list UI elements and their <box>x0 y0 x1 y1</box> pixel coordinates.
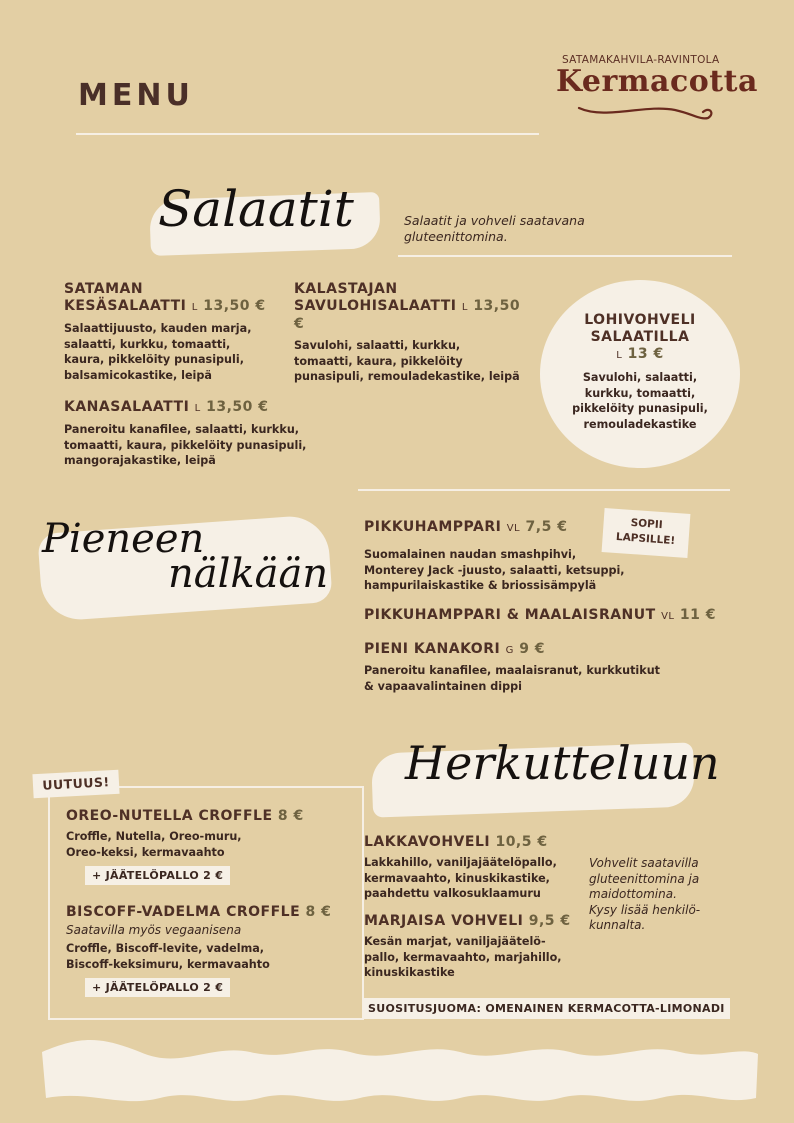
item-name: OREO-NUTELLA CROFFLE <box>66 808 273 824</box>
item-desc-line: Biscoff-keksimuru, kermavaahto <box>66 957 270 971</box>
menu-item-marjaisa-vohveli <box>364 913 584 981</box>
item-desc-line: Oreo-keksi, kermavaahto <box>66 845 225 859</box>
item-diet: L <box>461 302 468 313</box>
item-desc-line: punasipuli, remouladekastike, leipä <box>294 370 520 383</box>
addon-ice-cream-1: + JÄÄTELÖPALLO 2 € <box>85 866 230 885</box>
new-badge: UUTUUS! <box>32 770 119 798</box>
item-diet: L <box>194 403 201 414</box>
item-price: 13,50 € <box>294 298 521 332</box>
menu-item-lohivohveli-salaatilla <box>550 312 730 432</box>
item-desc-line: tomaatti, kaura, pikkelöity punasipuli, <box>64 438 307 452</box>
item-desc-line: Savulohi, salaatti, <box>582 371 698 384</box>
section-heading-pieneen: Pieneen <box>42 516 205 562</box>
item-name-line1: KALASTAJAN <box>294 281 398 297</box>
item-desc-line: paahdettu valkosuklaamuru <box>364 887 541 900</box>
menu-item-biscoff-vadelma-croffle <box>66 904 356 972</box>
item-name: PIKKUHAMPPARI <box>364 519 502 535</box>
item-desc-line: Paneroitu kanafilee, maalaisranut, kurkkutikut <box>364 664 661 677</box>
item-name: PIENI KANAKORI <box>364 641 501 657</box>
item-desc-line: kermavaahto, kinuskikastike, <box>364 871 550 885</box>
item-desc-line: kinuskikastike <box>364 966 455 979</box>
section-heading-nalkaan: nälkään <box>168 551 329 597</box>
note-line: gluteenittomina ja <box>589 871 700 886</box>
item-desc-line: balsamicokastike, leipä <box>64 368 212 382</box>
item-desc-line: pikkelöity punasipuli, <box>572 402 708 415</box>
note-line: kunnalta. <box>589 918 646 932</box>
vegan-note: Saatavilla myös vegaanisena <box>66 923 242 937</box>
item-desc-line: salaatti, kurkku, tomaatti, <box>64 337 231 351</box>
item-diet: L <box>191 302 198 313</box>
item-desc-line: Suomalainen naudan smashpihvi, <box>364 548 577 561</box>
header-divider <box>76 133 539 135</box>
item-name: MARJAISA VOHVELI <box>364 913 524 929</box>
item-price: 13,50 € <box>206 399 269 415</box>
item-name-line2: SAVULOHISALAATTI <box>294 298 457 314</box>
item-desc-line: Croffle, Nutella, Oreo-muru, <box>66 830 242 843</box>
note-line: Kysy lisää henkilö- <box>589 902 701 917</box>
section-heading-herkutteluun: Herkutteluun <box>405 736 720 790</box>
item-desc-line: Lakkahillo, vaniljajäätelöpallo, <box>364 856 557 869</box>
item-price: 8 € <box>305 904 332 920</box>
item-name: BISCOFF-VADELMA CROFFLE <box>66 904 301 920</box>
item-price: 7,5 € <box>525 519 568 535</box>
item-price: 13,50 € <box>203 298 266 314</box>
item-diet: G <box>505 645 514 656</box>
item-desc-line: Monterey Jack -juusto, salaatti, ketsuppi, <box>364 563 625 577</box>
menu-item-sataman-kesasalaatti <box>64 281 294 383</box>
menu-item-kanasalaatti <box>64 399 334 469</box>
item-desc-line: Kesän marjat, vaniljajäätelö- <box>364 935 546 948</box>
item-price: 10,5 € <box>495 834 548 850</box>
item-price: 9 € <box>519 641 546 657</box>
item-desc-line: pallo, kermavaahto, marjahillo, <box>364 950 562 964</box>
item-name: LAKKAVOHVELI <box>364 834 491 850</box>
kids-badge-line2: LAPSILLE! <box>615 530 676 548</box>
item-desc-line: mangorajakastike, leipä <box>64 454 216 467</box>
kids-badge-line1: SOPII <box>630 516 664 532</box>
wave-decoration-icon <box>40 1040 760 1110</box>
menu-item-lakkavohveli <box>364 834 584 902</box>
item-price: 9,5 € <box>528 913 571 929</box>
item-name: PIKKUHAMPPARI & MAALAISRANUT <box>364 607 656 623</box>
menu-item-oreo-nutella-croffle <box>66 808 356 860</box>
salads-divider <box>398 255 732 257</box>
addon-ice-cream-2: + JÄÄTELÖPALLO 2 € <box>85 978 230 997</box>
item-desc-line: remouladekastike <box>583 417 697 431</box>
item-diet: VL <box>661 611 675 622</box>
item-name-line1: SATAMAN <box>64 281 144 297</box>
section-heading-salaatit: Salaatit <box>158 180 354 238</box>
brand-tagline: SATAMAKAHVILA-RAVINTOLA <box>562 54 720 66</box>
brand-logo-name: Kermacotta <box>556 64 758 99</box>
item-price: 11 € <box>679 607 716 623</box>
brand-swash-icon <box>575 98 715 126</box>
item-desc-line: kurkku, tomaatti, <box>584 386 696 400</box>
menu-item-pikkuhamppari <box>364 519 664 594</box>
item-name-line1: LOHIVOHVELI <box>584 312 696 328</box>
small-divider <box>358 489 730 491</box>
menu-title: MENU <box>78 78 194 113</box>
item-desc-line: Paneroitu kanafilee, salaatti, kurkku, <box>64 423 300 436</box>
item-desc-line: Croffle, Biscoff-levite, vadelma, <box>66 942 265 955</box>
item-name: KANASALAATTI <box>64 399 190 415</box>
item-name-line2: KESÄSALAATTI <box>64 298 187 314</box>
item-desc-line: kaura, pikkelöity punasipuli, <box>64 353 244 366</box>
item-desc-line: tomaatti, kaura, pikkelöity <box>294 354 463 368</box>
menu-item-kalastajan-savulohisalaatti <box>294 281 534 385</box>
item-diet: L <box>616 350 623 361</box>
item-price: 8 € <box>277 808 304 824</box>
item-desc-line: hampurilaiskastike & briossisämpylä <box>364 579 597 592</box>
note-line: Vohvelit saatavilla <box>589 856 699 870</box>
item-price: 13 € <box>627 346 664 362</box>
item-name-line2: SALAATILLA <box>590 329 690 345</box>
salads-gluten-note: Salaatit ja vohveli saatavana gluteenittomina. <box>404 213 585 244</box>
menu-item-pieni-kanakori <box>364 641 724 694</box>
note-line: maidottomina. <box>589 887 677 901</box>
item-desc-line: Savulohi, salaatti, kurkku, <box>294 339 461 352</box>
menu-item-pikkuhamppari-maalaisranut <box>364 607 744 625</box>
item-desc-line: Salaattijuusto, kauden marja, <box>64 322 252 335</box>
waffle-allergy-note <box>589 856 749 934</box>
recommended-drink: SUOSITUSJUOMA: OMENAINEN KERMACOTTA-LIMONADI <box>363 998 730 1019</box>
item-diet: VL <box>506 523 521 534</box>
item-desc-line: & vapaavalintainen dippi <box>364 679 522 693</box>
